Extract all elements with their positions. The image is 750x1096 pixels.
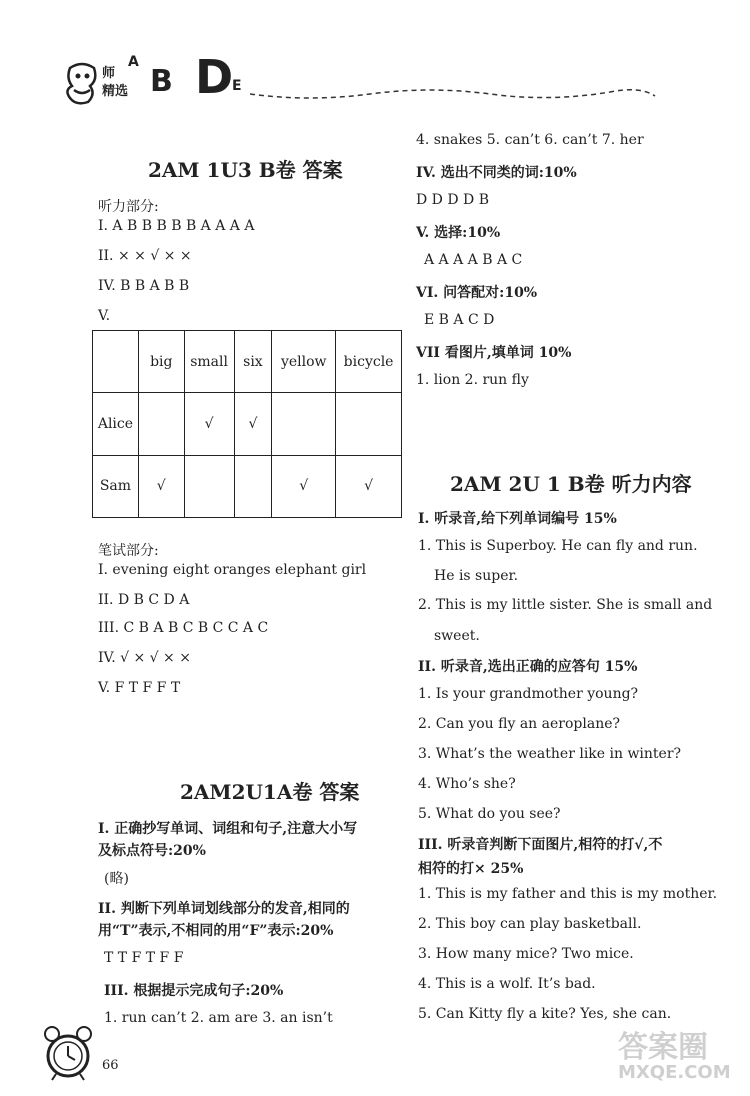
written-part-label: 笔试部分: [98,543,159,559]
table-header-cell: big [138,331,184,393]
question-heading: I. 听录音,给下列单词编号 15% [418,511,617,527]
question-heading: V. 选择:10% [416,225,501,241]
table-cell [184,455,234,517]
section-title-2: 2AM2U1A卷 答案 [180,780,360,804]
question-heading: 相符的打× 25% [418,861,524,877]
sentence-line: He is super. [434,568,519,584]
table-cell: √ [336,455,402,517]
answer-line: V. F T F F T [98,680,181,696]
answer-table [92,330,402,518]
section-title-3: 2AM 2U 1 B卷 听力内容 [450,472,692,496]
sentence-line: 5. Can Kitty fly a kite? Yes, she can. [418,1006,672,1022]
question-heading: I. 正确抄写单词、词组和句子,注意大小写 [98,821,358,837]
question-heading: 及标点符号:20% [98,843,206,859]
sentence-line: 1. Is your grandmother young? [418,686,639,702]
sentence-line: 2. This is my little sister. She is small and [418,597,713,613]
answer-line: IV. √ × √ × × [98,650,191,666]
logo-bottom-text: 精选 [102,84,129,99]
sentence-line: 2. This boy can play basketball. [418,916,642,932]
table-header-cell [93,331,139,393]
page-number: 66 [102,1058,119,1073]
answer-line: T T F T F F [104,950,184,966]
table-cell [234,455,272,517]
logo-letter-e: E [232,78,242,94]
table-cell: √ [234,393,272,455]
logo-letter-b: B [150,64,173,99]
table-header-cell: yellow [272,331,336,393]
answer-line: A A A A B A C [424,252,523,268]
answer-line: (略) [104,871,129,887]
sentence-line: 1. This is Superboy. He can fly and run. [418,538,698,554]
answer-line: II. D B C D A [98,592,190,608]
sentence-line: 5. What do you see? [418,806,561,822]
listening-part-label: 听力部分: [98,199,159,215]
table-header-cell: six [234,331,272,393]
question-heading: III. 听录音判断下面图片,相符的打√,不 [418,837,663,853]
answer-line: II. × × √ × × [98,248,192,264]
answer-line: I. A B B B B B A A A A [98,218,255,234]
question-heading: III. 根据提示完成句子:20% [104,983,284,999]
table-header-cell: small [184,331,234,393]
section-title-1: 2AM 1U3 B卷 答案 [148,158,343,182]
answer-line: I. evening eight oranges elephant girl [98,562,367,578]
table-cell: Alice [93,393,139,455]
table-cell [272,393,336,455]
alarm-clock-icon [40,1022,96,1082]
table-header-row [93,331,402,393]
table-row [93,393,402,455]
sentence-line: 4. Who’s she? [418,776,516,792]
sentence-line: 4. This is a wolf. It’s bad. [418,976,596,992]
table-header-cell: bicycle [336,331,402,393]
answer-line: 1. run can’t 2. am are 3. an isn’t [104,1010,333,1026]
question-heading: 用“T”表示,不相同的用“F”表示:20% [98,923,334,939]
sentence-line: 3. What’s the weather like in winter? [418,746,682,762]
table-row [93,455,402,517]
cartoon-character-icon [62,60,102,106]
table-cell [138,393,184,455]
dashed-wave-divider [250,80,660,106]
sentence-line: sweet. [434,628,480,644]
table-cell: √ [272,455,336,517]
table-cell: √ [138,455,184,517]
question-heading: II. 判断下列单词划线部分的发音,相同的 [98,901,350,917]
sentence-line: 2. Can you fly an aeroplane? [418,716,620,732]
answer-line: 4. snakes 5. can’t 6. can’t 7. her [416,132,644,148]
question-heading: VII 看图片,填单词 10% [416,345,572,361]
question-heading: IV. 选出不同类的词:10% [416,165,577,181]
watermark-top-text: 答案圈 [618,1030,708,1065]
answer-line: D D D D B [416,192,489,208]
answer-line: 1. lion 2. run fly [416,372,529,388]
logo-top-text: 师 [102,66,116,81]
answer-line: IV. B B A B B [98,278,190,294]
answer-line: III. C B A B C B C C A C [98,620,269,636]
table-cell [336,393,402,455]
watermark-bottom-text: MXQE.COM [618,1062,731,1083]
sentence-line: 1. This is my father and this is my mother. [418,886,718,902]
table-cell: √ [184,393,234,455]
logo-letter-a: A [128,54,139,70]
sentence-line: 3. How many mice? Two mice. [418,946,634,962]
table-cell: Sam [93,455,139,517]
logo-letter-d: D [195,50,234,104]
answer-line: E B A C D [424,312,495,328]
answer-line: V. [98,308,111,324]
question-heading: VI. 问答配对:10% [416,285,538,301]
question-heading: II. 听录音,选出正确的应答句 15% [418,659,638,675]
